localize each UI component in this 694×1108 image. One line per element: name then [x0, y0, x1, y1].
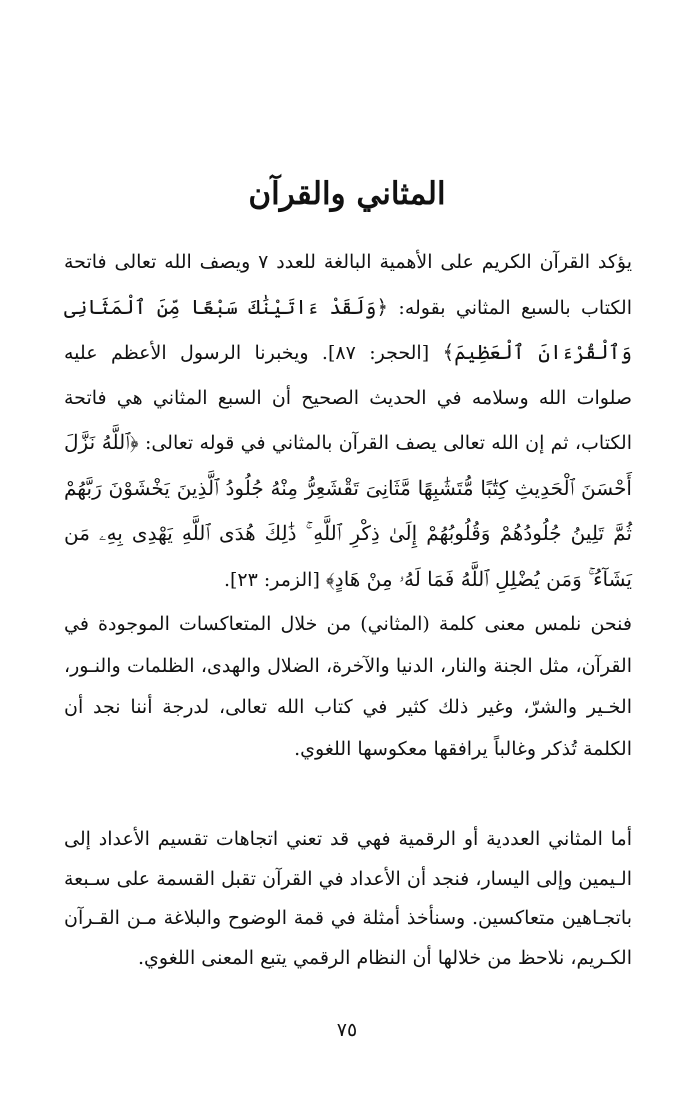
paragraph-intro — [64, 240, 632, 602]
chapter-title: المثاني والقرآن — [248, 176, 446, 212]
verse-reference-zumar: [الزمر: ٢٣]. — [223, 568, 326, 591]
intro-text: يؤكد القرآن الكريم على الأهمية البالغة للعدد ٧ ويصف الله تعالى فاتحة الكتاب بالسبع المثاني بقوله: — [64, 251, 632, 319]
quran-verse-zumar: ﴿ٱللَّهُ نَزَّلَ أَحْسَنَ ٱلْحَدِيثِ كِتَٰبًا مُّتَشَٰبِهًا مَّثَانِىَ تَقْشَعِرُّ مِنْهُ جُلُودُ ٱلَّذِينَ يَخْشَوْنَ رَبَّهُمْ ثُمَّ تَلِينُ جُلُودُهُمْ وَقُلُوبُهُمْ إِلَىٰ ذِكْرِ ٱللَّهِ ۚ ذَٰلِكَ هُدَى ٱللَّهِ يَهْدِى بِهِۦ مَن يَشَآءُ ۚ وَمَن يُضْلِلِ ٱللَّهُ فَمَا لَهُۥ مِنْ هَادٍ﴾ — [64, 430, 632, 591]
paragraph-numeric: أما المثاني العددية أو الرقمية فهي قد تعني اتجاهات تقسيم الأعداد إلى الـيمين وإلى اليسار، فنجد أن الأعداد في القرآن تقبل القسمة على سـبعة باتجـاهين متعاكسين. وسنأخذ أمثلة في قمة الوضوح والبلاغة مـن القـرآن الكـريم، نلاحظ من خلالها أن النظام الرقمي يتبع المعنى اللغوي. — [64, 828, 632, 969]
hadith-text: ويخبرنا الرسول الأعظم عليه صلوات الله وسلامه في الحديث الصحيح أن السبع المثاني هي فاتحة الكتاب، ثم إن الله تعالى يصف القرآن بالمثاني في قوله تعالى: — [64, 342, 632, 454]
verse-reference-hijr: [الحجر: ٨٧]. — [308, 342, 443, 364]
paragraph-opposites: فنحن نلمس معنى كلمة (المثاني) من خلال المتعاكسات الموجودة في القرآن، مثل الجنة والنار، الدنيا والآخرة، الضلال والهدى، الظلمات والنـور، الخـير والشرّ، وغير ذلك كثير في كتاب الله تعالى، لدرجة أننا نجد أن الكلمة تُذكر وغالباً يرافقها معكوسها اللغوي. — [64, 613, 632, 760]
page-number: ٧٥ — [336, 1019, 358, 1041]
quran-verse-hijr: ﴿وَلَقَدْ ءَاتَيْنَٰكَ سَبْعًا مِّنَ ٱلْمَثَانِى وَٱلْقُرْءَانَ ٱلْعَظِيمَ﴾ — [64, 294, 632, 364]
